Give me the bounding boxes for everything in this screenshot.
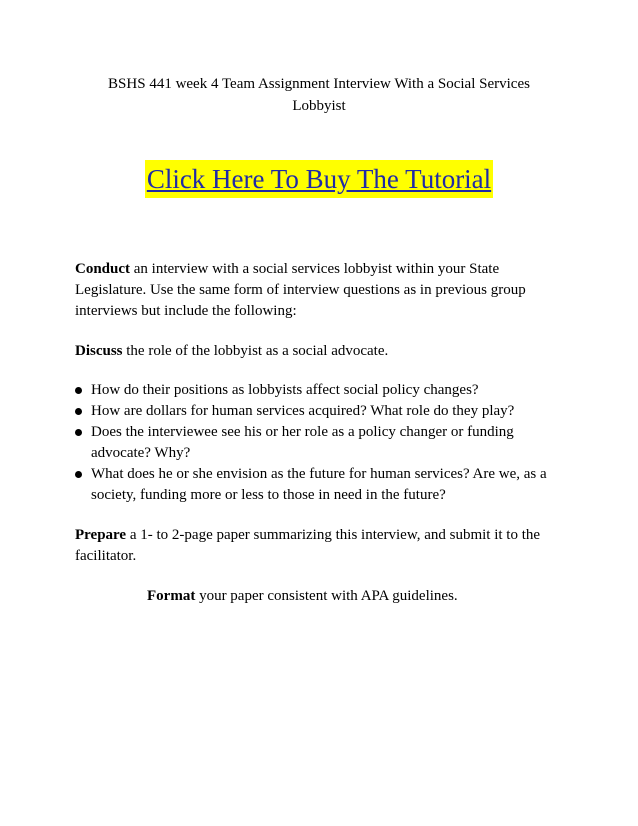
title-line-1: BSHS 441 week 4 Team Assignment Interview With a Social Services xyxy=(108,76,530,92)
assignment-body xyxy=(75,259,570,607)
question-list xyxy=(75,380,570,506)
conduct-label: Conduct xyxy=(75,261,131,277)
prepare-text: a 1- to 2-page paper summarizing this interview, and submit it to the facilitator. xyxy=(75,527,541,564)
bullet-icon xyxy=(75,408,82,415)
bullet-icon xyxy=(75,387,82,394)
conduct-paragraph xyxy=(75,259,570,322)
format-text: your paper consistent with APA guidelines. xyxy=(195,588,458,604)
list-item xyxy=(75,422,570,464)
discuss-label: Discuss xyxy=(75,343,123,359)
cta-container xyxy=(0,160,638,198)
discuss-text: the role of the lobbyist as a social advocate. xyxy=(122,343,389,359)
list-item xyxy=(75,464,570,506)
title-line-2: Lobbyist xyxy=(292,98,346,114)
bullet-icon xyxy=(75,429,82,436)
format-paragraph xyxy=(75,586,570,607)
prepare-label: Prepare xyxy=(75,527,127,543)
list-item-text: What does he or she envision as the future for human services? Are we, as a society, funding more or less to those in need in the future? xyxy=(91,466,547,503)
prepare-paragraph xyxy=(75,525,570,567)
buy-tutorial-link[interactable]: Click Here To Buy The Tutorial xyxy=(145,160,493,198)
document-title xyxy=(70,73,568,117)
list-item-text: How are dollars for human services acquired? What role do they play? xyxy=(91,403,515,419)
list-item-text: How do their positions as lobbyists affect social policy changes? xyxy=(91,382,479,398)
list-item-text: Does the interviewee see his or her role as a policy changer or funding advocate? Why? xyxy=(91,424,514,461)
list-item xyxy=(75,401,570,422)
discuss-paragraph xyxy=(75,341,570,362)
bullet-icon xyxy=(75,471,82,478)
list-item xyxy=(75,380,570,401)
conduct-text: an interview with a social services lobbyist within your State Legislature. Use the same form of interview questions as in previous group interviews but include the following: xyxy=(75,261,526,319)
format-label: Format xyxy=(147,588,196,604)
